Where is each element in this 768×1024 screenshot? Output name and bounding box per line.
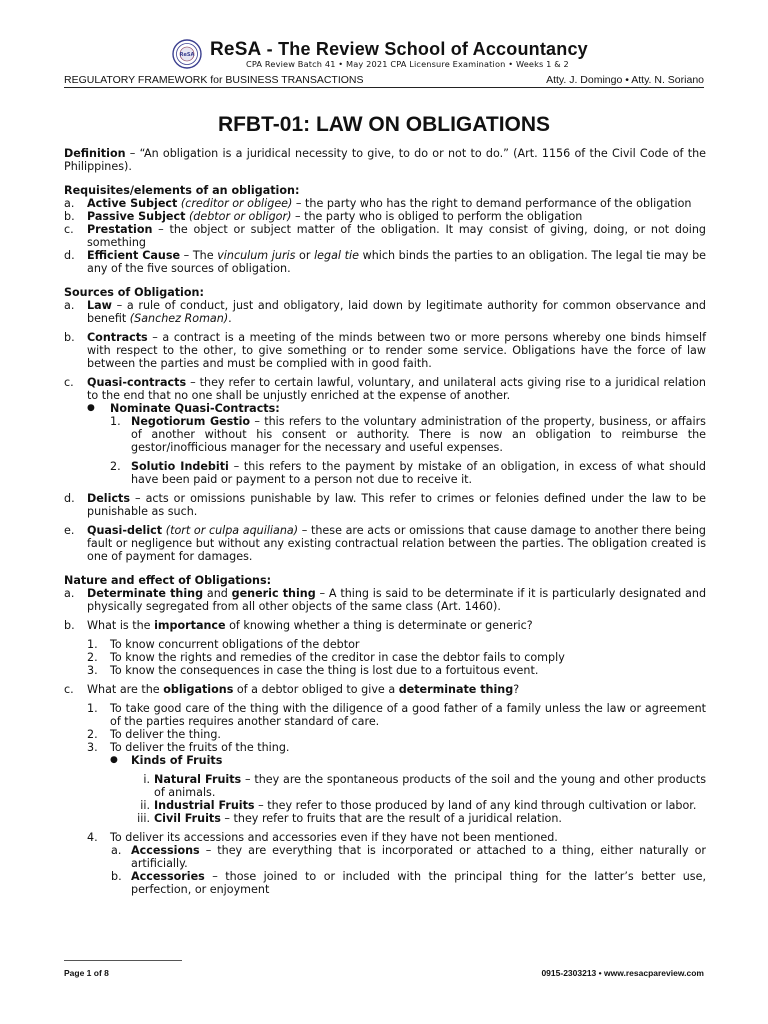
document-header	[64, 38, 704, 88]
svg-text:ReSA: ReSA	[179, 52, 195, 58]
list-item: iii. Civil Fruits – they refer to fruits that are the result of a juridical relation.	[137, 812, 562, 825]
list-item: c. What are the obligations of a debtor obliged to give a determinate thing?	[64, 683, 520, 696]
list-item: b. Contracts – a contract is a meeting of the minds between two or more persons whereby one binds himself with respect to the other, to give something or to render some service. Obligations have the force of law between the parties and must be complied with in good faith.	[64, 331, 706, 370]
list-item: 2. Solutio Indebiti – this refers to the payment by mistake of an obligation, in excess of what should have been paid or payment to a person not due to receive it.	[110, 460, 706, 486]
requisites-heading: Requisites/elements of an obligation:	[64, 184, 300, 197]
list-item: 2. To know the rights and remedies of the creditor in case the debtor fails to comply	[87, 651, 565, 664]
school-seal-logo	[172, 39, 202, 69]
page-number: Page 1 of 8	[64, 968, 109, 978]
list-item: 4. To deliver its accessions and accessories even if they have not been mentioned.	[87, 831, 558, 844]
page-title: RFBT-01: LAW ON OBLIGATIONS	[217, 113, 551, 136]
fruits-heading: ● Kinds of Fruits	[110, 754, 223, 767]
document-body	[64, 147, 706, 896]
list-item: e. Quasi-delict (tort or culpa aquiliana) – these are acts or omissions that cause damage to another there being fault or negligence but without any existing contractual relation between the parties. The obligation created is one of payment for damages.	[64, 524, 706, 563]
list-item: 3. To know the consequences in case the thing is lost due to a fortuitous event.	[87, 664, 539, 677]
sources-heading: Sources of Obligation:	[64, 286, 204, 299]
list-item: b. Accessories – those joined to or included with the principal thing for the latter’s better use, perfection, or enjoyment	[111, 870, 706, 896]
list-item: 3. To deliver the fruits of the thing.	[87, 741, 290, 754]
school-name: ReSA - The Review School of Accountancy	[210, 39, 588, 60]
list-item: a. Active Subject (creditor or obligee) – the party who has the right to demand performance of the obligation	[64, 197, 692, 210]
list-item: 1. To know concurrent obligations of the debtor	[87, 638, 360, 651]
batch-line: CPA Review Batch 41 • May 2021 CPA Licensure Examination • Weeks 1 & 2	[246, 59, 569, 69]
instructors: Atty. J. Domingo • Atty. N. Soriano	[546, 74, 704, 86]
list-item: ii. Industrial Fruits – they refer to those produced by land of any kind through cultivation or labor.	[140, 799, 697, 812]
subject-line	[64, 74, 704, 88]
list-item: b. What is the importance of knowing whether a thing is determinate or generic?	[64, 619, 533, 632]
requisites-list	[64, 197, 706, 275]
list-item: 2. To deliver the thing.	[87, 728, 221, 741]
document-footer	[64, 960, 706, 984]
subject-name: REGULATORY FRAMEWORK for BUSINESS TRANSACTIONS	[64, 74, 364, 86]
list-item: 1. To take good care of the thing with the diligence of a good father of a family unless the law or agreement of the parties requires another standard of care.	[87, 702, 706, 728]
nominate-heading: ● Nominate Quasi-Contracts:	[87, 402, 280, 415]
list-item: a. Accessions – they are everything that is incorporated or attached to a thing, either naturally or artificially.	[111, 844, 706, 870]
list-item: a. Law – a rule of conduct, just and obligatory, laid down by legitimate authority for common observance and benefit (Sanchez Roman).	[64, 299, 706, 325]
definition-paragraph: Definition – “An obligation is a juridical necessity to give, to do or not to do.” (Art. 1156 of the Civil Code of the Philippines).	[64, 147, 706, 173]
list-item: d. Delicts – acts or omissions punishable by law. This refer to crimes or felonies defined under the law to be punishable as such.	[64, 492, 706, 518]
list-item: 1. Negotiorum Gestio – this refers to the voluntary administration of the property, business, or affairs of another without his consent or authority. There is now an obligation to reimburse the gestor/inofficious manager for the necessary and useful expenses.	[110, 415, 706, 454]
contact-info: 0915-2303213 • www.resacpareview.com	[541, 968, 704, 978]
list-item: d. Efficient Cause – The vinculum juris or legal tie which binds the parties to an obligation. The legal tie may be any of the five sources of obligation.	[64, 249, 706, 275]
list-item: c. Prestation – the object or subject matter of the obligation. It may consist of giving, doing, or not doing something	[64, 223, 706, 249]
list-item: c. Quasi-contracts – they refer to certain lawful, voluntary, and unilateral acts giving rise to a juridical relation to the end that no one shall be unjustly enriched at the expense of another.	[64, 376, 706, 402]
list-item: i. Natural Fruits – they are the spontaneous products of the soil and the young and other products of animals.	[143, 773, 707, 799]
footer-divider	[64, 960, 182, 961]
list-item: b. Passive Subject (debtor or obligor) – the party who is obliged to perform the obligation	[64, 210, 583, 223]
nature-heading: Nature and effect of Obligations:	[64, 574, 272, 587]
list-item: a. Determinate thing and generic thing – A thing is said to be determinate if it is particularly designated and physically segregated from all other objects of the same class (Art. 1460).	[64, 587, 707, 613]
